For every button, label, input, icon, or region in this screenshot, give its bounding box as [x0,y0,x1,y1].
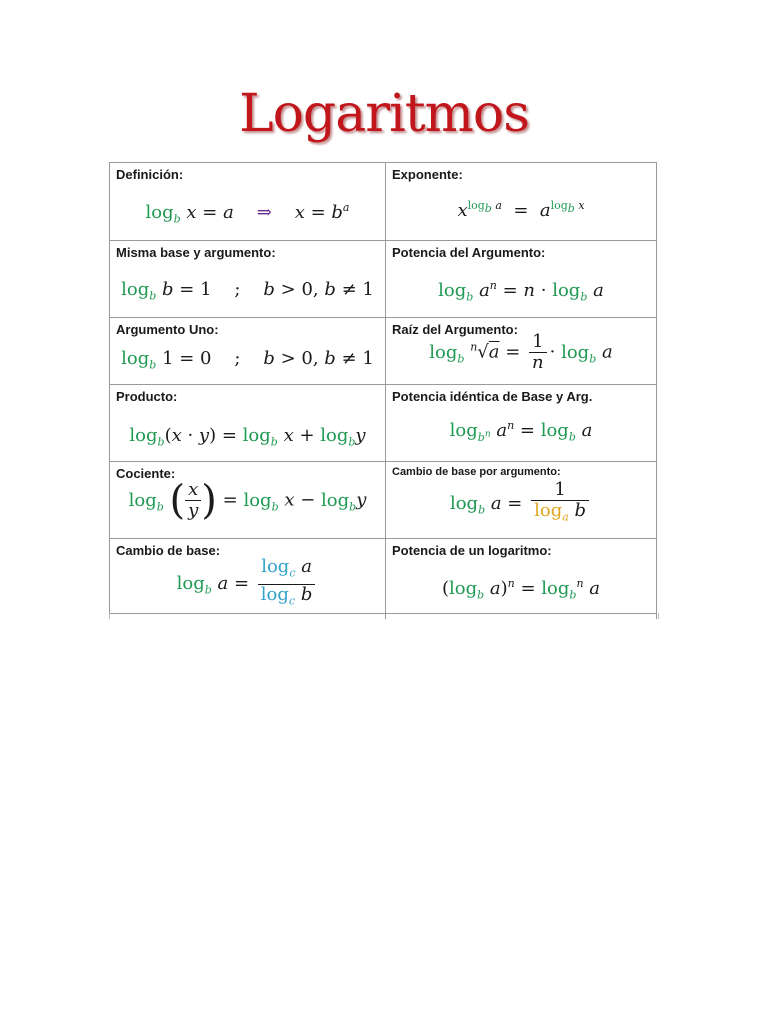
formula-table [109,162,657,619]
cell-potencia-argumento [386,241,656,317]
cell-label: Potencia del Argumento: [392,245,546,260]
cell-potencia-logaritmo [386,539,656,613]
cell-label: Exponente: [392,167,463,182]
table-row [110,163,656,241]
cell-label: Cambio de base: [116,543,221,558]
table-row [110,318,656,385]
cell-producto [110,385,385,461]
formula-misma-base: $\log_b b = 1$ ; b > 0, b ≠ 1 [121,279,374,303]
cell-label: Potencia de un logaritmo: [392,543,552,558]
formula-definicion: $\log_b x = a$ ⇒ $x = b^a$ [145,201,350,226]
cell-label: Cambio de base por argumento: [392,466,561,478]
formula-potencia-logaritmo: ($\log_b$ $a)^n = \log_b^n a$ [441,577,601,602]
formula-raiz-argumento: $\log_b ^n√a$ = $\frac{1}{n}$ · $\log_b a$ [429,331,613,373]
cell-definicion [110,163,385,240]
cell-raiz-argumento [386,318,656,384]
formula-potencia-identica: $\log_{b^n} a^n = \log_b a$ [449,419,593,444]
cell-misma-base [110,241,385,317]
formula-exponente: $x^{log_b a} = a^{log_b x}$ [457,199,585,221]
table-row [110,385,656,462]
cell-label: Potencia idéntica de Base y Arg. [392,389,593,404]
table-row [110,241,656,318]
formula-producto: $\log_b(x \cdot y) = \log_b x + \log_by$ [129,425,366,449]
cell-label: Misma base y argumento: [116,245,276,260]
cell-cambio-base-argumento [386,462,656,538]
table-row [110,462,656,539]
table-row [110,539,656,614]
cell-label: Raíz del Argumento: [392,322,518,337]
page-title: Logaritmos [239,84,529,144]
cell-label: Definición: [116,167,184,182]
cell-cociente [110,462,385,538]
cell-potencia-identica [386,385,656,461]
cell-label: Cociente: [116,466,176,481]
formula-potencia-argumento: $\log_b a^n = n \cdot \log_b a$ [438,279,604,304]
cell-exponente [386,163,656,240]
formula-cambio-base: $\log_b a$ = $\frac{\log_c a}{\log_c b}$ [110,557,385,611]
cell-cambio-base [110,539,385,613]
formula-cambio-base-argumento: $\log_b a$ = $\frac{1}{\log_a b}$ [386,480,656,528]
formula-cociente: $\log_b$ ( $\frac{x}{y}$ ) = $\log_b x - \log_by$ [128,477,367,524]
cell-argumento-uno [110,318,385,384]
cell-label: Producto: [116,389,178,404]
formula-argumento-uno: $\log_b 1 = 0$ ; b > 0, b ≠ 1 [121,348,374,372]
cell-label: Argumento Uno: [116,322,219,337]
cropped-row-edge [109,613,659,619]
